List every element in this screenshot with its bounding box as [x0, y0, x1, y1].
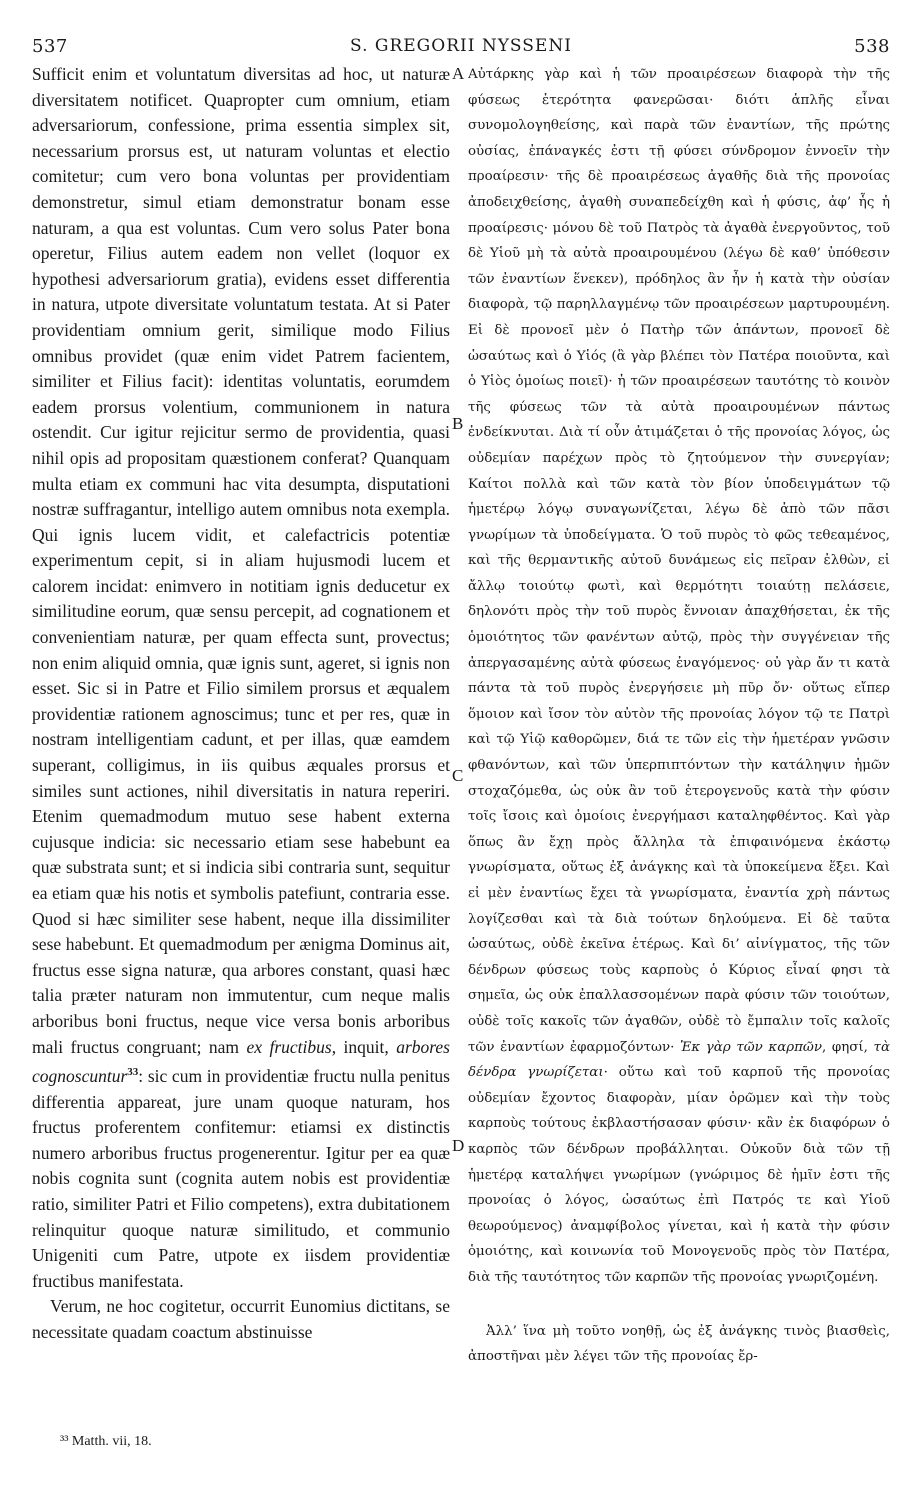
latin-text: : sic cum in providentiæ fructu nulla penitus differentia appareat, jure unam quoque naturam, hos fructus proferentem confitemur: etiamsi ex distinctis numero arboribus fructus progenerentur. Igitur per ea quæ nobis cognita sunt (cognita autem nobis est providentiæ ratio, similiter Patri et Filio competens), extra dubitationem relinquitur quoque naturæ similitudo, et communio Unigeniti cum Patre, utpote ex iisdem providentiæ fructibus manifestata. — [32, 1065, 450, 1291]
latin-column — [32, 62, 450, 1434]
latin-citation: arbores cognoscuntur — [32, 1036, 450, 1086]
greek-text: , φησί, — [822, 1039, 874, 1055]
greek-citation: Ἐκ γὰρ τῶν καρπῶν — [679, 1039, 822, 1055]
greek-text: · οὕτω καὶ τοῦ καρποῦ τῆς προνοίας οὐδεμίαν ἔχοντος διαφορὰν, μίαν ὁρῶμεν καὶ τὴν τοὺς καρποὺς τούτους ἐκβλαστήσασαν φύσιν· κἂν ἐκ διαφόρων ὁ καρπὸς τῶν δένδρων προβάλληται. Οὐκοῦν διὰ τῶν τῇ ἡμετέρᾳ καταλήψει γνωρίμων (γνώριμος δὲ ἡμῖν ἐστι τῆς προνοίας ὁ λόγος, ὡσαύτως ἐπὶ Πατρός τε καὶ Υἱοῦ θεωρούμενος) ἀναμφίβολος γίνεται, καὶ ἡ κατὰ τὴν φύσιν ὁμοιότης, καὶ κοινωνία τοῦ Μονογενοῦς πρὸς τὸν Πατέρα, διὰ τῆς ταυτότητος τῶν καρπῶν τῆς προνοίας γνωριζομένη. — [468, 1065, 890, 1285]
margin-letter-a: A — [452, 64, 465, 83]
page-number-right: 538 — [854, 36, 890, 57]
margin-letter-c: C — [452, 766, 464, 785]
running-title: S. GREGORII NYSSENI — [350, 36, 572, 56]
latin-text: , inquit, — [331, 1036, 397, 1057]
greek-paragraph — [468, 62, 890, 1291]
page-header — [32, 36, 890, 62]
greek-citation: τὰ δένδρα γνωρίζεται — [468, 1039, 890, 1081]
greek-column — [468, 62, 890, 1434]
latin-text: Sufficit enim et voluntatum diversitas ad hoc, ut naturæ diversitatem notificet. Quapropter cum omnium, etiam adversariorum, confessione, prima essentia simplex sit, necessarium prorsus est, ut naturam voluntas et electio comitetur; cum vero bona voluntas per providentiam demonstretur, simul etiam demonstratur bonam esse naturam, a qua est voluntas. Cum vero solus Pater bona operetur, Filius autem eadem non vellet (loquor ex hypothesi adversariorum gratia), evidens esset differentia in natura, utpote diversitate voluntatum testata. At si Pater providentiam omnium gerit, similique modo Filius omnibus providet (quæ enim videt Patrem facientem, similiter et Filius facit): identitas voluntatis, eorumdem eadem prorsus volentium, communionem in natura ostendit. Cur igitur rejicitur sermo de providentia, quasi nihil opis ad propositam quæstionem conferat? Quanquam multa etiam ex communi hac vita desumpta, disputationi nostræ suffragantur, intelligo autem omnibus nota exempla. Qui ignis lucem vidit, et calefactricis potentiæ experimentum cepit, si in aliam hujusmodi lucem et calorem incidat: enimvero in notitiam ignis deducetur ex similitudine eorum, quæ sensu percepit, ad cognationem et convenientiam naturæ, per quam effecta sunt, provectus; non enim aliquid omnia, quæ ignis sunt, ageret, si ignis non esset. Sic si in Patre et Filio similem prorsus et æqualem providentiæ rationem agnoscimus; tunc et per res, quæ in nostram intelligentiam cadunt, et per illas, quæ eamdem superant, colligimus, in iis quibus æquales prorsus et similes sunt actiones, nihil diversitatis in natura reperiri. Etenim quemadmodum mutuo sese habent externa cujusque indicia: sic necessario etiam sese habebunt ea quæ substrata sunt; et si indicia sibi contraria sunt, sequitur ea etiam quæ his notis et symbolis patefiunt, contraria esse. Quod si hæc similiter sese habent, neque illa dissimiliter sese habebunt. Et quemadmodum per ænigma Dominus ait, fructus esse signa naturæ, qua arbores constant, quasi hæc talia præter naturam non immutentur, cum neque malis arboribus boni fructus, neque vice versa bonis arboribus mali fructus congruant; nam — [32, 64, 450, 1057]
page-number-left: 537 — [32, 36, 68, 57]
greek-text: Αὐτάρκης γὰρ καὶ ἡ τῶν προαιρέσεων διαφορὰ τὴν τῆς φύσεως ἑτερότητα φανερῶσαι· διότι ἁπλῆς εἶναι συνομολογηθείσης, καὶ παρὰ τῶν ἐναντίων, τῆς πρώτης οὐσίας, ἐπάναγκές ἐστι τῇ φύσει σύνδρομον ἐννοεῖν τὴν προαίρεσιν· τῆς δὲ προαιρέσεως ἀγαθῆς διὰ τῆς προνοίας ἀποδειχθείσης, ἀγαθὴ συναπεδείχθη καὶ ἡ φύσις, ἀφ’ ἧς ἡ προαίρεσις· μόνου δὲ τοῦ Πατρὸς τὰ ἀγαθὰ ἐνεργοῦντος, τοῦ δὲ Υἱοῦ μὴ τὰ αὐτὰ προαιρουμένου (λέγω δὲ καθ’ ὑπόθεσιν τῶν ἐναντίων ἕνεκεν), πρόδηλος ἂν ἦν ἡ κατὰ τὴν οὐσίαν διαφορὰ, τῷ παρηλλαγμένῳ τῶν προαιρέσεων μαρτυρουμένη. Εἰ δὲ προνοεῖ μὲν ὁ Πατὴρ τῶν ἁπάντων, προνοεῖ δὲ ὡσαύτως καὶ ὁ Υἱός (ἃ γὰρ βλέπει τὸν Πατέρα ποιοῦντα, καὶ ὁ Υἱὸς ὁμοίως ποιεῖ)· ἡ τῶν προαιρέσεων ταυτότης τὸ κοινὸν τῆς φύσεως τῶν τὰ αὐτὰ προαιρουμένων πάντως ἐνδείκνυται. Διὰ τί οὖν ἀτιμάζεται ὁ τῆς προνοίας λόγος, ὡς οὐδεμίαν παρέχων πρὸς τὸ ζητούμενον τὴν συνεργίαν; Καίτοι πολλὰ καὶ τῶν κατὰ τὸν βίον ὑποδειγμάτων τῷ ἡμετέρῳ λόγῳ συναγωνίζεται, λέγω δὲ ἀπὸ τῶν πᾶσι γνωρίμων τὰ ὑποδείγματα. Ὁ τοῦ πυρὸς τὸ φῶς τεθεαμένος, καὶ τῆς θερμαντικῆς αὐτοῦ δυνάμεως εἰς πεῖραν ἐλθὼν, εἰ ἄλλῳ τοιούτῳ φωτὶ, καὶ θερμότητι τοιαύτῃ πελάσειε, δηλονότι πρὸς τὴν τοῦ πυρὸς ἔννοιαν ἀπαχθήσεται, ἐκ τῆς ὁμοιότητος τῶν φανέντων αὐτῷ, πρὸς τὴν συγγένειαν τῆς ἀπεργασαμένης αὐτὰ φύσεως ἐναγόμενος· οὐ γὰρ ἄν τι κατὰ πάντα τὰ τοῦ πυρὸς ἐνεργήσειε μὴ πῦρ ὄν· οὕτως εἴπερ ὅμοιον καὶ ἴσον τὸν αὐτὸν τῆς προνοίας λόγον τῷ τε Πατρὶ καὶ τῷ Υἱῷ καθορῶμεν, διά τε τῶν εἰς τὴν ἡμετέραν γνῶσιν φθανόντων, καὶ τῶν ὑπερπιπτόντων τὴν κατάληψιν ἡμῶν στοχαζόμεθα, ὡς οὐκ ἂν τοῦ ἑτερογενοῦς κατὰ τὴν φύσιν τοῖς ἴσοις καὶ ὁμοίοις ἐνεργήμασι καταληφθέντος. Καὶ γὰρ ὅπως ἂν ἔχῃ πρὸς ἄλληλα τὰ ἐπιφαινόμενα ἑκάστῳ γνωρίσματα, οὕτως ἐξ ἀνάγκης καὶ τὰ ὑποκείμενα ἕξει. Καὶ εἰ μὲν ἐναντίως ἔχει τὰ γνωρίσματα, ἐναντία χρὴ πάντως λογίζεσθαι καὶ τὰ διὰ τούτων δηλούμενα. Εἰ δὲ ταῦτα ὡσαύτως, οὐδὲ ἐκεῖνα ἑτέρως. Καὶ δι’ αἰνίγματος, τῆς τῶν δένδρων φύσεως τοὺς καρποὺς ὁ Κύριος εἶναί φησι τὰ σημεῖα, ὡς οὐκ ἐπαλλασσομένων παρὰ φύσιν τῶν τοιούτων, οὐδὲ τοῖς κακοῖς τῶν ἀγαθῶν, οὐδὲ τὸ ἔμπαλιν τοῖς καλοῖς τῶν ἐναντίων ἐφαρμοζόντων· — [468, 67, 890, 1055]
latin-citation: ex fructibus — [246, 1036, 332, 1057]
footnote-reference: 33 — [127, 1066, 139, 1079]
margin-letter-b: B — [452, 414, 464, 433]
latin-paragraph — [32, 62, 450, 1294]
greek-paragraph: Ἀλλ’ ἵνα μὴ τοῦτο νοηθῇ, ὡς ἐξ ἀνάγκης τινὸς βιασθεὶς, ἀποστῆναι μὲν λέγει τῶν τῆς προνοίας ἔρ- — [468, 1323, 890, 1365]
footnote: ³³ Matth. vii, 18. — [60, 1434, 152, 1449]
latin-paragraph: Verum, ne hoc cogitetur, occurrit Eunomius dictitans, se necessitate quadam coactum abstinuisse — [32, 1296, 450, 1342]
margin-letter-d: D — [452, 1136, 465, 1155]
